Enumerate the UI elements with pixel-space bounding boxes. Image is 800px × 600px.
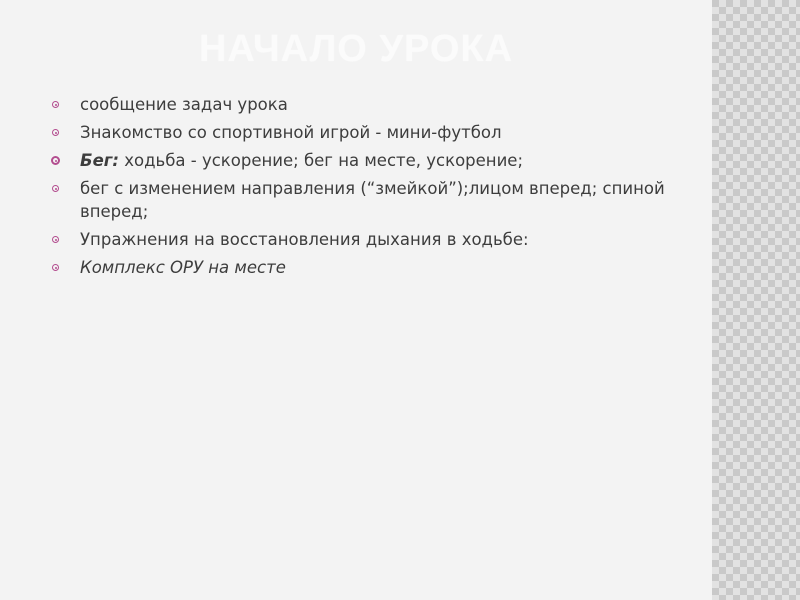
list-item-text: Упражнения на восстановления дыхания в ходьбе: [80, 230, 529, 249]
circle-bullet-icon [52, 264, 59, 271]
circle-bullet-icon [52, 129, 59, 136]
decorative-side-panel [712, 0, 800, 600]
list-item [50, 256, 670, 279]
circle-bullet-icon [52, 101, 59, 108]
list-item-label: Бег: [80, 151, 119, 170]
list-item [50, 177, 670, 223]
list-item-text: Комплекс ОРУ на месте [80, 258, 286, 277]
list-item [50, 228, 670, 251]
list-item-text: Знакомство со спортивной игрой - мини-футбол [80, 123, 502, 142]
slide-title: НАЧАЛО УРОКА [198, 28, 514, 70]
list-item [50, 121, 670, 144]
list-item-text: ходьба - ускорение; бег на месте, ускорение; [119, 151, 524, 170]
list-item-text: сообщение задач урока [80, 95, 288, 114]
list-item [50, 93, 670, 116]
list-item [50, 149, 670, 172]
circle-bullet-icon [52, 236, 59, 243]
list-item-text: бег с изменением направления (“змейкой”);лицом вперед; спиной вперед; [80, 179, 665, 221]
circle-bullet-icon [52, 185, 59, 192]
circle-bullet-icon [51, 156, 60, 165]
bullet-list [50, 93, 670, 284]
